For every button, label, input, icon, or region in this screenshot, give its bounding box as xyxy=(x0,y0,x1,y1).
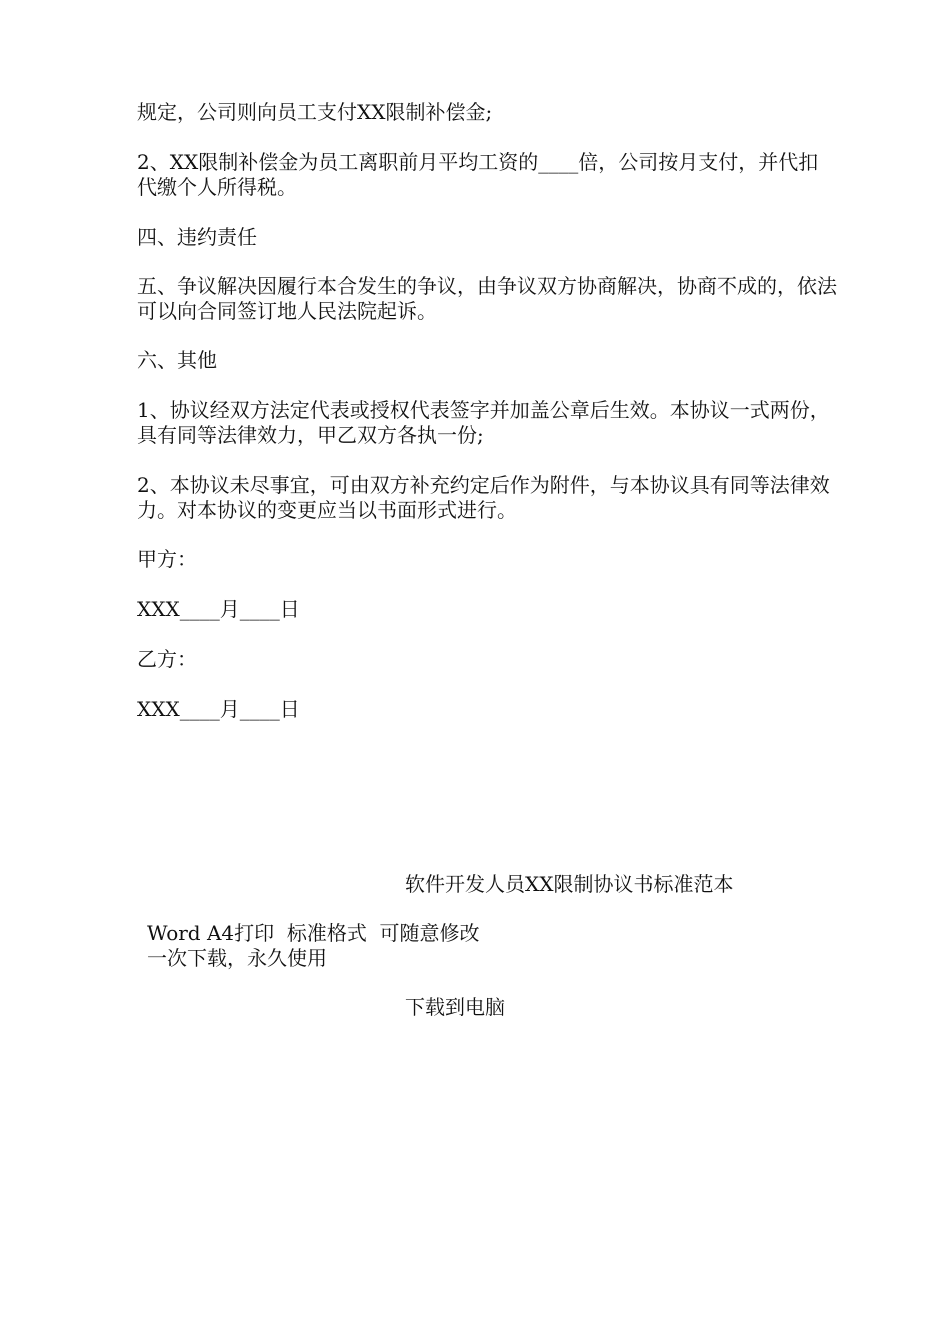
party-b-date: XXX____月____日 xyxy=(137,697,300,721)
section-heading-other: 六、其他 xyxy=(137,348,217,372)
section-heading-liability: 四、违约责任 xyxy=(137,225,257,249)
party-a-date: XXX____月____日 xyxy=(137,597,300,621)
party-b-label: 乙方： xyxy=(137,647,197,671)
paragraph-compensation-amount: 2、XX限制补偿金为员工离职前月平均工资的____倍，公司按月支付，并代扣代缴个人所得税。 xyxy=(137,150,819,199)
paragraph-dispute-resolution: 五、争议解决因履行本合发生的争议，由争议双方协商解决，协商不成的，依法可以向合同签订地人民法院起诉。 xyxy=(137,274,837,323)
footer-features-line1: Word A4打印 标准格式 可随意修改 xyxy=(147,921,480,945)
party-a-label: 甲方： xyxy=(137,547,197,571)
paragraph-supplementary: 2、本协议未尽事宜，可由双方补充约定后作为附件，与本协议具有同等法律效力。对本协议的变更应当以书面形式进行。 xyxy=(137,473,830,522)
footer-features-line2: 一次下载，永久使用 xyxy=(147,946,327,970)
paragraph-effectiveness: 1、协议经双方法定代表或授权代表签字并加盖公章后生效。本协议一式两份，具有同等法律效力，甲乙双方各执一份; xyxy=(137,398,830,447)
download-to-computer-link[interactable]: 下载到电脑 xyxy=(405,995,505,1019)
paragraph-compensation-clause: 规定，公司则向员工支付XX限制补偿金; xyxy=(137,100,493,124)
footer-document-title: 软件开发人员XX限制协议书标准范本 xyxy=(405,872,734,896)
